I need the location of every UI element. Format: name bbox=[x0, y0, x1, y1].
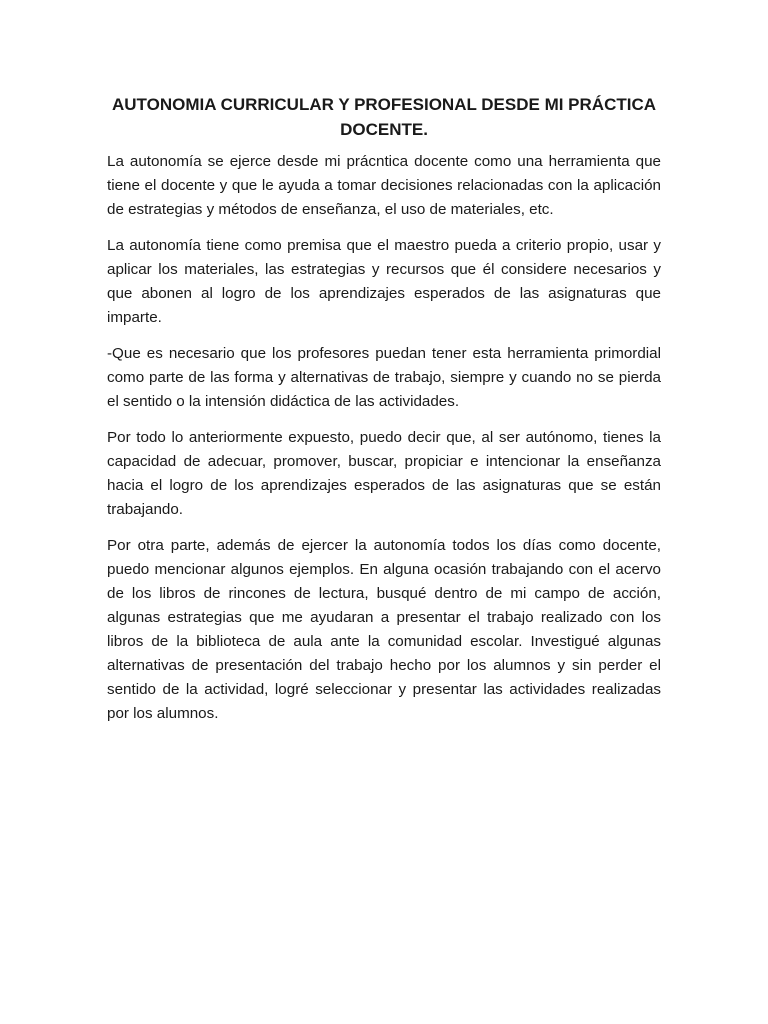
paragraph-1: La autonomía se ejerce desde mi prácntica docente como una herramienta que tiene el docente y que le ayuda a tomar decisiones relacionadas con la aplicación de estrategias y métodos de enseñanza, el uso de materiales, etc. bbox=[107, 153, 661, 218]
document-body bbox=[107, 92, 661, 738]
paragraph-2: La autonomía tiene como premisa que el maestro pueda a criterio propio, usar y aplicar los materiales, las estrategias y recursos que él considere necesarios y que abonen al logro de los aprendizajes esperados de las asignaturas que imparte. bbox=[107, 237, 661, 326]
document-title: AUTONOMIA CURRICULAR Y PROFESIONAL DESDE MI PRÁCTICA DOCENTE. bbox=[111, 95, 657, 139]
paragraph-5: Por otra parte, además de ejercer la autonomía todos los días como docente, puedo mencionar algunos ejemplos. En alguna ocasión trabajando con el acervo de los libros de rincones de lectura, busqué dentro de mi campo de acción, algunas estrategias que me ayudaran a presentar el trabajo realizado con los libros de la biblioteca de aula ante la comunidad escolar. Investigué algunas alternativas de presentación del trabajo hecho por los alumnos y sin perder el sentido de la actividad, logré seleccionar y presentar las actividades realizadas por los alumnos. bbox=[107, 537, 661, 722]
paragraph-3: -Que es necesario que los profesores puedan tener esta herramienta primordial como parte de las forma y alternativas de trabajo, siempre y cuando no se pierda el sentido o la intensión didáctica de las actividades. bbox=[107, 345, 661, 410]
paragraph-4: Por todo lo anteriormente expuesto, puedo decir que, al ser autónomo, tienes la capacidad de adecuar, promover, buscar, propiciar e intencionar la enseñanza hacia el logro de los aprendizajes esperados de las asignaturas que se están trabajando. bbox=[107, 429, 661, 518]
